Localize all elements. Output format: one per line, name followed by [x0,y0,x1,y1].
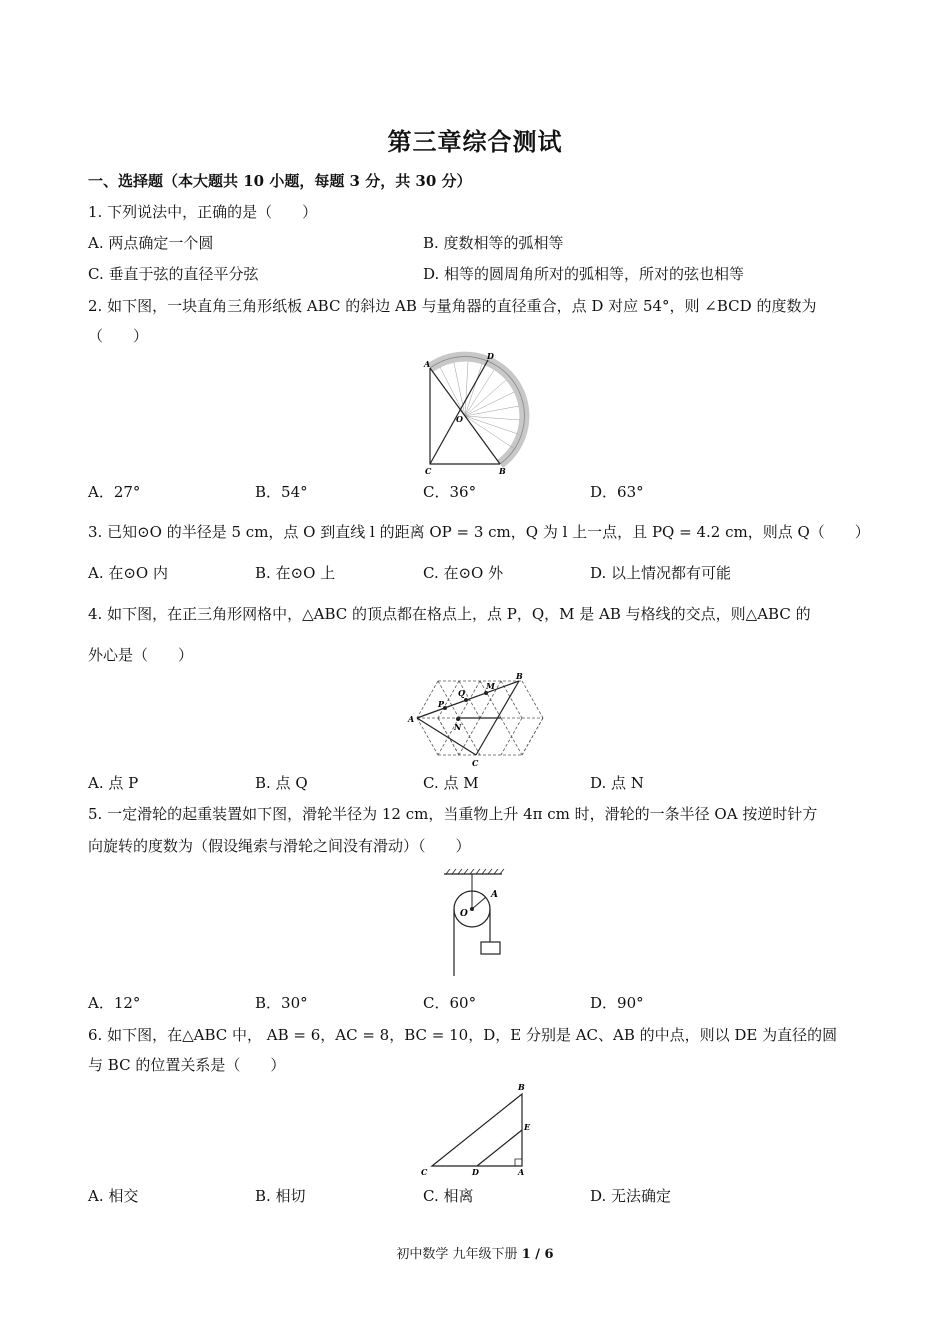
q6-option-b[interactable]: B. 相切 [255,1187,306,1205]
section-heading: 一、选择题（本大题共 10 小题，每题 3 分，共 30 分） [88,172,472,190]
q4-option-a[interactable]: A. 点 P [88,774,139,792]
pulley-figure [438,868,518,980]
question-6-stem-cont: 与 BC 的位置关系是（ ） [88,1056,286,1074]
q1-option-d[interactable]: D. 相等的圆周角所对的弧相等，所对的弦也相等 [423,265,745,283]
q2-option-b[interactable]: B．54° [255,483,308,501]
question-4-stem: 4. 如下图，在正三角形网格中，△ABC 的顶点都在格点上，点 P，Q，M 是 AB 与格线的交点，则△ABC 的 [88,605,811,623]
question-2-stem: 2. 如下图，一块直角三角形纸板 ABC 的斜边 AB 与量角器的直径重合，点 D 对应 54°，则 ∠BCD 的度数为 [88,297,817,315]
footer-text: 初中数学 九年级下册 [396,1247,522,1262]
label-e: E [524,1122,531,1132]
q1-option-b[interactable]: B. 度数相等的弧相等 [423,234,564,252]
question-5-stem-cont: 向旋转的度数为（假设绳索与滑轮之间没有滑动）（ ） [88,837,471,855]
label-d: D [487,351,494,361]
label-p: P [438,699,445,709]
q5-option-c[interactable]: C．60° [423,994,477,1012]
q3-option-b[interactable]: B. 在⊙O 上 [255,564,336,582]
question-2-stem-cont: （ ） [88,327,149,345]
label-b: B [499,466,506,476]
question-1-stem: 1. 下列说法中，正确的是（ ） [88,203,318,221]
q6-option-a[interactable]: A. 相交 [88,1187,139,1205]
label-n: N [454,722,462,732]
q4-option-d[interactable]: D. 点 N [590,774,644,792]
label-a: A [518,1167,525,1177]
label-a: A [408,714,415,724]
label-a: A [491,890,498,900]
q5-option-d[interactable]: D．90° [590,994,644,1012]
label-c: C [421,1167,428,1177]
q2-option-a[interactable]: A．27° [88,483,141,501]
question-5-stem: 5. 一定滑轮的起重装置如下图，滑轮半径为 12 cm，当重物上升 4π cm 时，滑轮的一条半径 OA 按逆时针方 [88,805,818,823]
page-footer [0,1243,950,1262]
label-a: A [424,359,431,369]
q3-option-c[interactable]: C. 在⊙O 外 [423,564,504,582]
q5-option-b[interactable]: B．30° [255,994,308,1012]
q2-option-c[interactable]: C．36° [423,483,477,501]
page-number: 1 / 6 [521,1247,554,1262]
q5-option-a[interactable]: A．12° [88,994,141,1012]
question-6-stem: 6. 如下图，在△ABC 中， AB = 6，AC = 8，BC = 10，D，E 分别是 AC、AB 的中点，则以 DE 为直径的圆 [88,1026,838,1044]
right-triangle-figure [418,1080,536,1180]
label-d: D [472,1167,479,1177]
label-b: B [518,1082,525,1092]
q4-option-b[interactable]: B. 点 Q [255,774,308,792]
q1-option-a[interactable]: A. 两点确定一个圆 [88,234,214,252]
question-4-stem-cont: 外心是（ ） [88,646,194,664]
label-c: C [472,758,479,768]
triangle-grid-figure [404,672,550,772]
label-m: M [486,681,495,691]
label-o: O [460,909,468,919]
question-3-stem: 3. 已知⊙O 的半径是 5 cm，点 O 到直线 l 的距离 OP = 3 cm，Q 为 l 上一点，且 PQ = 4.2 cm，则点 Q（ ） [88,523,870,541]
q2-option-d[interactable]: D．63° [590,483,644,501]
protractor-figure [418,350,530,476]
q3-option-d[interactable]: D. 以上情况都有可能 [590,564,732,582]
q6-option-d[interactable]: D. 无法确定 [590,1187,672,1205]
label-q: Q [458,688,465,698]
label-b: B [516,672,523,681]
q1-option-c[interactable]: C. 垂直于弦的直径平分弦 [88,265,259,283]
q4-option-c[interactable]: C. 点 M [423,774,479,792]
q6-option-c[interactable]: C. 相离 [423,1187,474,1205]
page-title: 第三章综合测试 [387,127,563,156]
label-o: O [456,414,463,424]
q3-option-a[interactable]: A. 在⊙O 内 [88,564,169,582]
label-c: C [425,466,432,476]
